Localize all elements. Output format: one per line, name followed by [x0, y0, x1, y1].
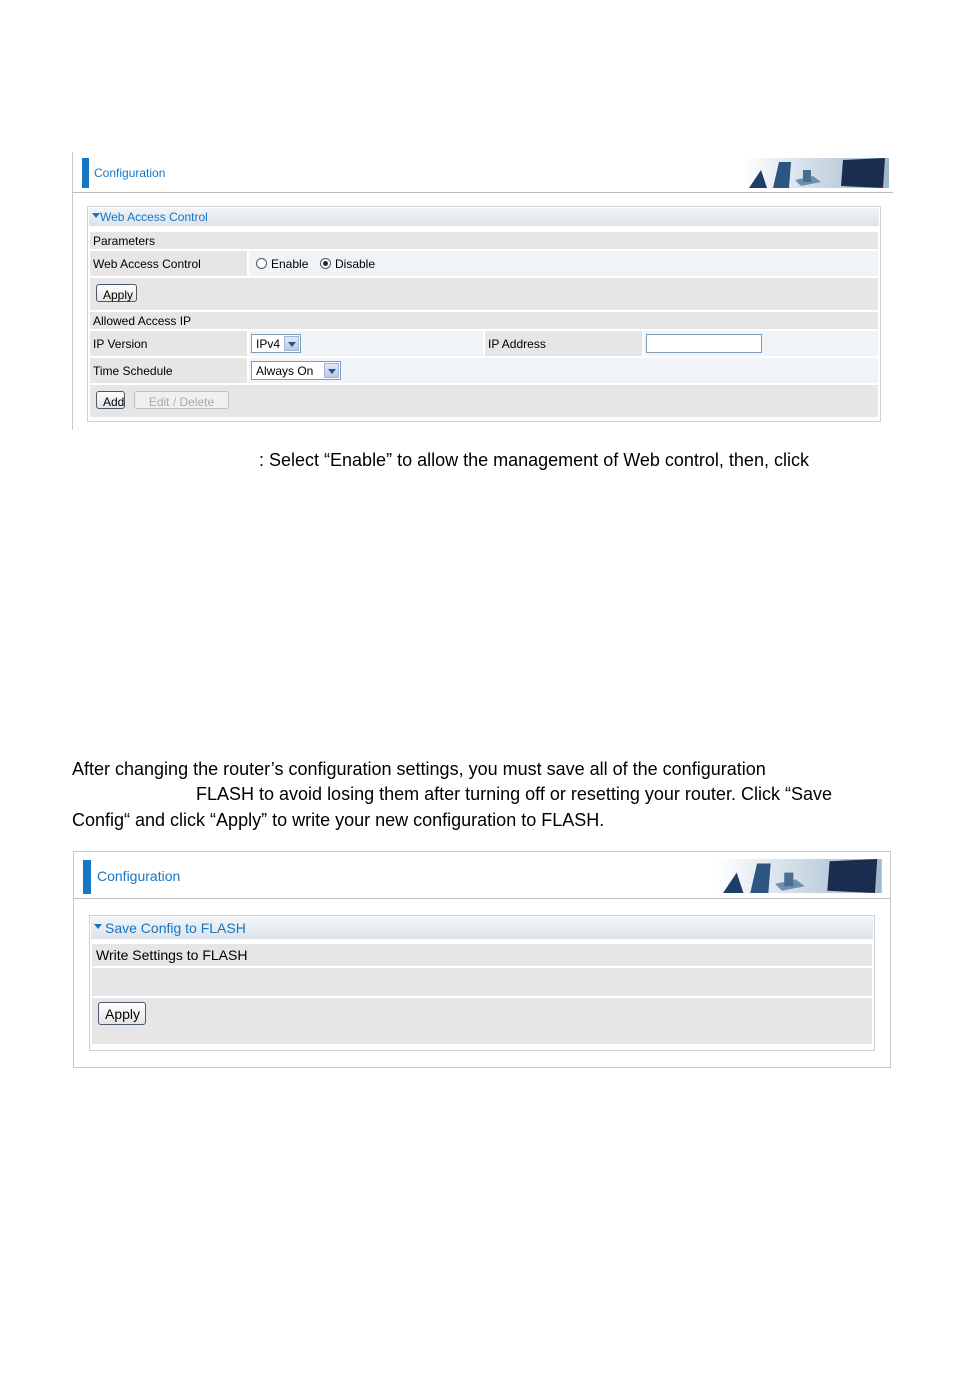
wac-label: Web Access Control [93, 256, 201, 271]
disable-label: Disable [335, 256, 376, 271]
wac-description-text: : Select “Enable” to allow the management of Web control, then, click [259, 450, 809, 470]
ip-version-label: IP Version [93, 336, 148, 351]
write-settings-label: Write Settings to FLASH [96, 947, 248, 963]
section-title: Web Access Control [100, 210, 208, 224]
configuration-header [74, 852, 890, 899]
ip-version-label-cell [90, 331, 247, 356]
edit-delete-button[interactable]: Edit / Delete [134, 391, 229, 409]
time-schedule-value: Always On [256, 364, 314, 378]
collapse-triangle-icon [92, 213, 100, 218]
collapse-triangle-icon [94, 924, 102, 929]
time-schedule-label: Time Schedule [93, 363, 173, 378]
dropdown-arrow-icon [324, 363, 339, 378]
web-access-control-panel [87, 206, 881, 422]
disable-radio[interactable] [320, 258, 331, 269]
enable-label: Enable [271, 256, 309, 271]
ip-version-value: IPv4 [256, 337, 281, 351]
add-button[interactable]: Add [96, 391, 125, 409]
ip-address-label-cell [485, 331, 642, 356]
ip-address-label: IP Address [488, 336, 546, 351]
header-accent-bar [82, 158, 89, 188]
apply-button[interactable]: Apply [98, 1002, 146, 1025]
allowed-access-ip-label: Allowed Access IP [93, 313, 192, 328]
save-config-paragraph-line-3: Config“ and click “Apply” to write your new configuration to FLASH. [72, 810, 605, 830]
parameters-label: Parameters [93, 233, 156, 248]
dropdown-arrow-icon [284, 336, 299, 351]
save-config-panel [89, 915, 875, 1051]
time-schedule-value-cell [249, 358, 878, 383]
web-access-control-screenshot [72, 152, 893, 430]
add-edit-row [90, 385, 878, 417]
write-settings-row [92, 944, 872, 966]
header-accent-bar [83, 860, 91, 894]
configuration-title: Configuration [97, 868, 181, 884]
office-banner-icon [714, 859, 884, 893]
save-config-section-header[interactable] [91, 917, 873, 939]
enable-radio[interactable] [256, 258, 267, 269]
apply-row [92, 998, 872, 1044]
save-config-paragraph-line-1: After changing the router’s configuration settings, you must save all of the configuration [72, 759, 766, 779]
ip-version-select[interactable] [251, 334, 301, 353]
ip-version-value-cell [249, 331, 483, 356]
wac-value-cell [249, 251, 878, 276]
section-title: Save Config to FLASH [105, 920, 246, 936]
radio-selected-dot [323, 261, 328, 266]
time-schedule-label-cell [90, 358, 247, 383]
allowed-access-ip-row [90, 312, 878, 329]
empty-row [92, 968, 872, 996]
configuration-title: Configuration [94, 166, 166, 180]
configuration-header [73, 152, 893, 193]
parameters-row [90, 232, 878, 249]
save-config-paragraph-line-2: FLASH to avoid losing them after turning off or resetting your router. Click “Save [196, 784, 832, 804]
web-access-control-row [90, 251, 878, 276]
wac-label-cell [90, 251, 247, 276]
apply-button[interactable]: Apply [96, 284, 137, 302]
web-access-control-section-header[interactable] [89, 208, 879, 226]
apply-row [90, 278, 878, 310]
ip-address-value-cell [644, 331, 878, 356]
ip-address-input[interactable] [646, 334, 762, 353]
office-banner-icon [743, 158, 889, 188]
save-config-screenshot [73, 851, 891, 1068]
time-schedule-select[interactable] [251, 361, 341, 380]
time-schedule-row [90, 358, 878, 383]
ip-version-row [90, 331, 878, 356]
